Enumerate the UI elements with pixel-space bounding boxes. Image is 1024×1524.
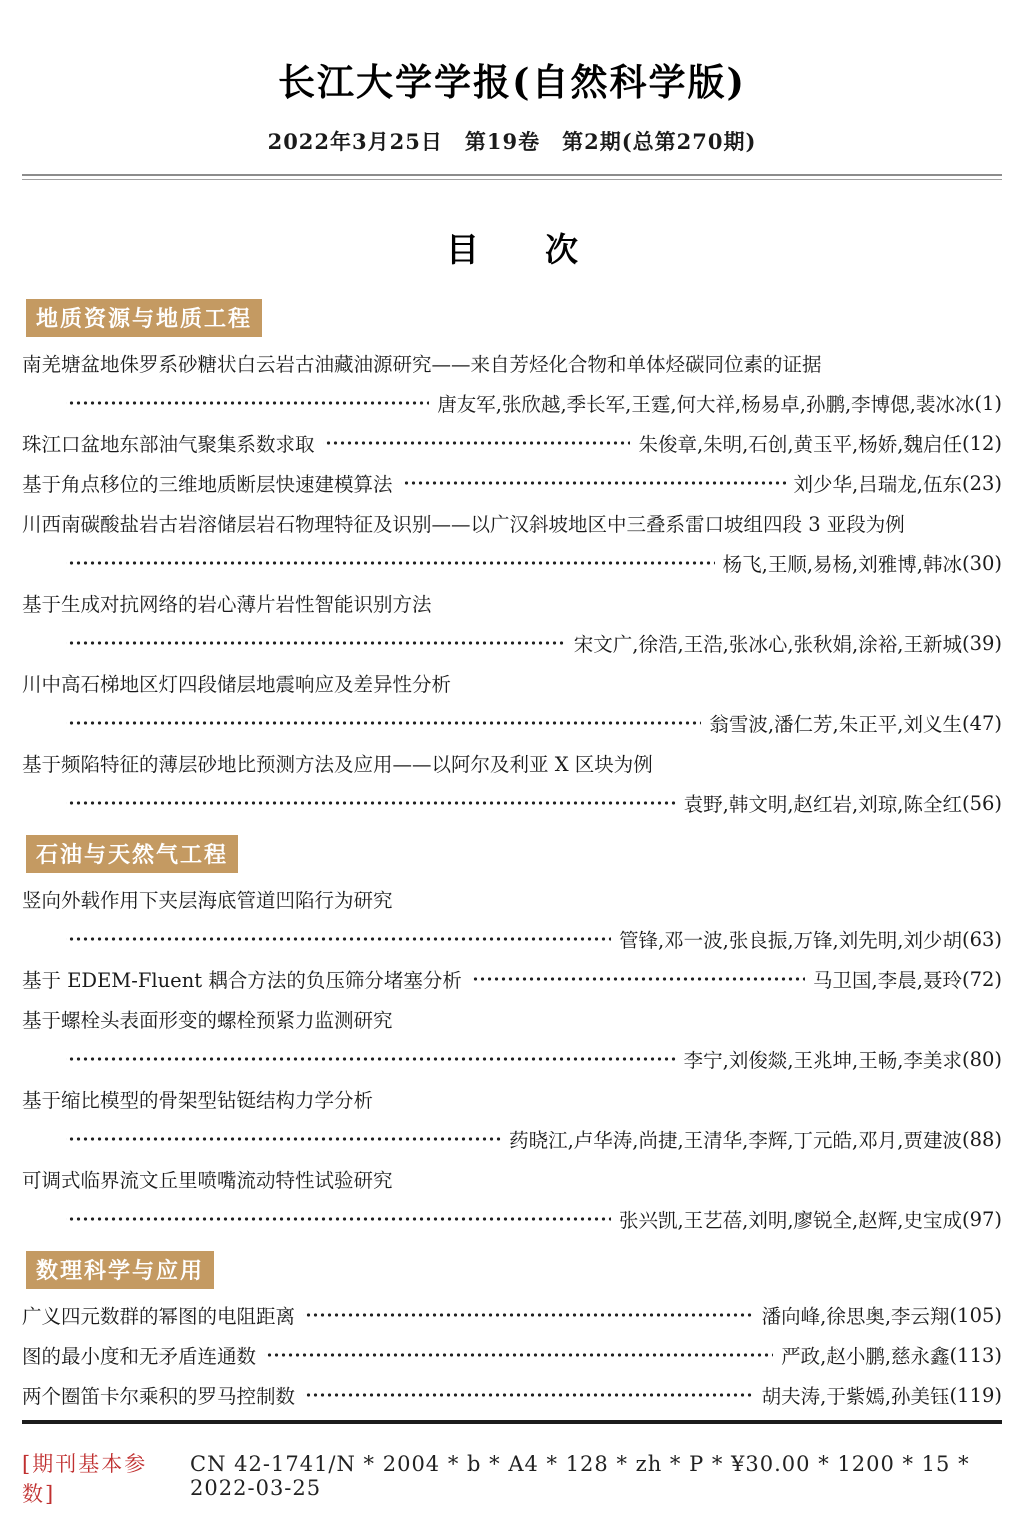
article-page: ( 23 ): [962, 472, 1002, 495]
article-authors: 杨飞,王顺,易杨,刘雅博,韩冰: [722, 553, 962, 576]
article-authors: 严政,赵小鹏,慈永鑫: [781, 1345, 950, 1368]
article-authors: 马卫国,李晨,聂玲: [813, 969, 962, 992]
toc-entry: [22, 423, 1002, 463]
toc-entry: [22, 743, 1002, 823]
section-badge: 数理科学与应用: [26, 1251, 214, 1289]
article-title: 南羌塘盆地侏罗系砂糖状白云岩古油藏油源研究——来自芳烃化合物和单体烃碳同位素的证据: [22, 353, 822, 376]
section-badge: 地质资源与地质工程: [26, 299, 262, 337]
dot-leader: [303, 1385, 754, 1405]
article-authors: 药晓江,卢华涛,尚捷,王清华,李辉,丁元皓,邓月,贾建波: [509, 1129, 962, 1152]
article-authors: 刘少华,吕瑞龙,伍东: [793, 473, 962, 496]
article-title: 竖向外载作用下夹层海底管道凹陷行为研究: [22, 889, 393, 912]
footer-divider: [22, 1420, 1002, 1424]
article-page: ( 105 ): [950, 1304, 1002, 1327]
toc-body: [22, 299, 1002, 1415]
article-page: ( 30 ): [962, 552, 1002, 575]
issue-line: 2022年3月25日 第19卷 第2期(总第270期): [267, 129, 757, 154]
article-title: 图的最小度和无矛盾连通数: [22, 1345, 257, 1368]
article-authors: 朱俊章,朱明,石创,黄玉平,杨娇,魏启任: [638, 433, 962, 456]
article-page: ( 12 ): [962, 432, 1002, 455]
article-title: 两个圈笛卡尔乘积的罗马控制数: [22, 1385, 296, 1408]
journal-params: [22, 1448, 1002, 1508]
toc-entry: [22, 1295, 1002, 1335]
dot-leader: [470, 969, 805, 989]
article-authors: 李宁,刘俊燚,王兆坤,王畅,李美求: [683, 1049, 962, 1072]
article-title: 川中高石梯地区灯四段储层地震响应及差异性分析: [22, 673, 452, 696]
article-page: ( 56 ): [962, 792, 1002, 815]
article-title: 可调式临界流文丘里喷嘴流动特性试验研究: [22, 1169, 393, 1192]
article-page: ( 63 ): [962, 928, 1002, 951]
toc-entry: [22, 879, 1002, 959]
article-title: 基于缩比模型的骨架型钻铤结构力学分析: [22, 1089, 374, 1112]
article-title: 基于生成对抗网络的岩心薄片岩性智能识别方法: [22, 593, 432, 616]
article-title: 广义四元数群的幂图的电阻距离: [22, 1305, 296, 1328]
article-title: 基于角点移位的三维地质断层快速建模算法: [22, 473, 393, 496]
toc-entry: [22, 959, 1002, 999]
dot-leader: [66, 1129, 501, 1149]
journal-params-text: CN 42-1741/N * 2004 * b * A4 * 128 * zh * P * ¥30.00 * 1200 * 15 * 2022-03-25: [190, 1452, 970, 1500]
article-page: ( 113 ): [950, 1344, 1002, 1367]
article-title: 基于螺栓头表面形变的螺栓预紧力监测研究: [22, 1009, 393, 1032]
article-authors: 宋文广,徐浩,王浩,张冰心,张秋娟,涂裕,王新城: [573, 633, 962, 656]
section-header-wrap: [22, 835, 1002, 873]
article-authors: 袁野,韩文明,赵红岩,刘琼,陈全红: [683, 793, 962, 816]
dot-leader: [66, 633, 566, 653]
section-header-wrap: [22, 1251, 1002, 1289]
article-title: 基于频陷特征的薄层砂地比预测方法及应用——以阿尔及利亚 X 区块为例: [22, 753, 653, 776]
article-authors: 管锋,邓一波,张良振,万锋,刘先明,刘少胡: [618, 929, 962, 952]
dot-leader: [264, 1345, 773, 1365]
article-page: ( 119 ): [950, 1384, 1002, 1407]
dot-leader: [66, 1209, 611, 1229]
section-header-wrap: [22, 299, 1002, 337]
dot-leader: [401, 473, 786, 493]
toc-entry: [22, 663, 1002, 743]
journal-title: 长江大学学报(自然科学版): [277, 60, 746, 104]
article-title: 基于 EDEM-Fluent 耦合方法的负压筛分堵塞分析: [22, 969, 462, 992]
article-page: ( 88 ): [962, 1128, 1002, 1151]
toc-entry: [22, 463, 1002, 503]
toc-entry: [22, 1335, 1002, 1375]
article-page: ( 47 ): [962, 712, 1002, 735]
dot-leader: [66, 929, 611, 949]
toc-entry: [22, 343, 1002, 423]
article-authors: 唐友军,张欣越,季长军,王霆,何大祥,杨易卓,孙鹏,李博偲,裴冰冰: [437, 393, 975, 416]
article-page: ( 1 ): [974, 392, 1002, 415]
dot-leader: [66, 713, 701, 733]
toc-entry: [22, 1159, 1002, 1239]
article-title: 川西南碳酸盐岩古岩溶储层岩石物理特征及识别——以广汉斜坡地区中三叠系雷口坡组四段 3 亚段为例: [22, 513, 905, 536]
toc-entry: [22, 503, 1002, 583]
page-footer: [22, 1420, 1002, 1508]
journal-toc-page: [0, 52, 1024, 1524]
section-badge: 石油与天然气工程: [26, 835, 238, 873]
article-page: ( 39 ): [962, 632, 1002, 655]
article-authors: 张兴凯,王艺蓓,刘明,廖锐全,赵辉,史宝成: [618, 1209, 962, 1232]
dot-leader: [66, 393, 429, 413]
article-title: 珠江口盆地东部油气聚集系数求取: [22, 433, 315, 456]
dot-leader: [66, 553, 715, 573]
article-authors: 胡夫涛,于紫嫣,孙美钰: [761, 1385, 950, 1408]
dot-leader: [303, 1305, 754, 1325]
article-page: ( 80 ): [962, 1048, 1002, 1071]
article-authors: 潘向峰,徐思奥,李云翔: [761, 1305, 950, 1328]
toc-heading: 目 次: [446, 230, 578, 269]
dot-leader: [66, 793, 676, 813]
article-page: ( 97 ): [962, 1208, 1002, 1231]
toc-entry: [22, 1375, 1002, 1415]
article-authors: 翁雪波,潘仁芳,朱正平,刘义生: [709, 713, 962, 736]
dot-leader: [66, 1049, 676, 1069]
header-divider: [22, 174, 1002, 180]
page-header: [22, 52, 1002, 271]
toc-entry: [22, 1079, 1002, 1159]
journal-params-label: [期刊基本参数]: [22, 1452, 148, 1506]
toc-entry: [22, 999, 1002, 1079]
article-page: ( 72 ): [962, 968, 1002, 991]
toc-entry: [22, 583, 1002, 663]
dot-leader: [323, 433, 631, 453]
